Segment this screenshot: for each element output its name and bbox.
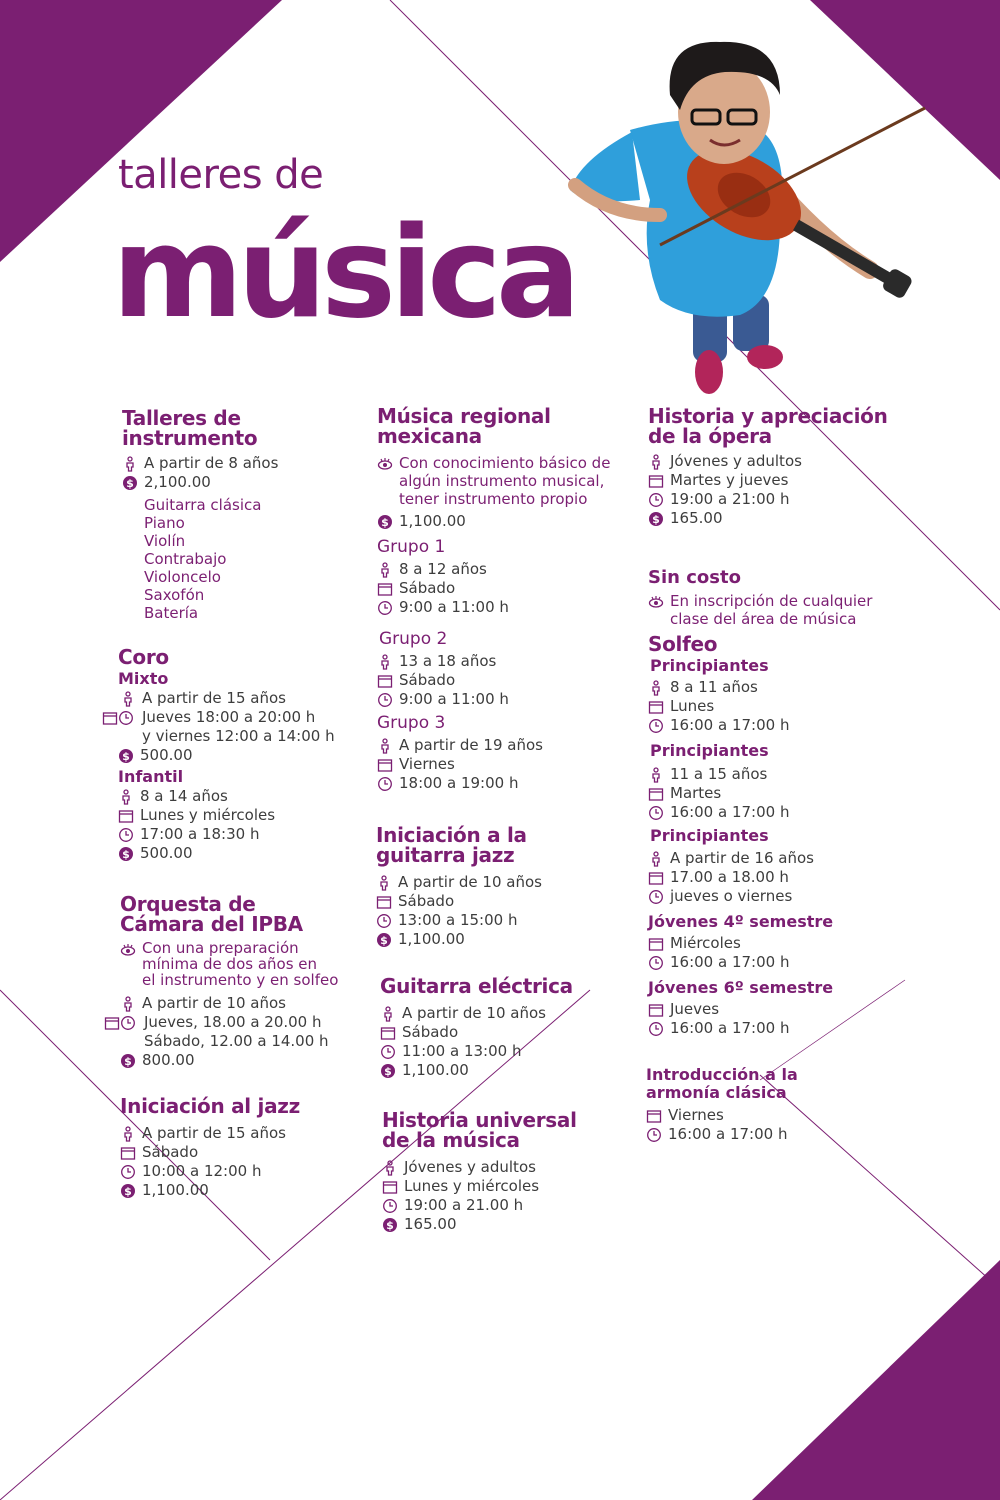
price-icon (120, 1053, 136, 1069)
person-icon (380, 1006, 396, 1022)
section-opera (648, 406, 888, 528)
price-icon (376, 932, 392, 948)
age-text: A partir de 15 años (142, 1124, 286, 1142)
svg-text:$: $ (380, 934, 388, 947)
title-small: talleres de (118, 152, 324, 198)
clock-icon (377, 692, 393, 708)
price-text: 500.00 (140, 844, 193, 862)
person-icon (382, 1160, 398, 1176)
section-solfeo (648, 634, 833, 1038)
age-text: A partir de 19 años (399, 736, 543, 754)
eye-icon (120, 942, 136, 958)
person-icon (118, 789, 134, 805)
section-iniciacion-jazz (120, 1096, 300, 1200)
clock-icon (118, 827, 134, 843)
group-title: Grupo 3 (377, 713, 446, 733)
clock-icon (648, 492, 664, 508)
section-title: Solfeo (648, 632, 718, 656)
requirement-text: En inscripción de cualquier clase del área de música (670, 592, 873, 628)
clock-icon (648, 805, 664, 821)
clock-icon (648, 889, 664, 905)
price-text: 1,100.00 (142, 1181, 209, 1199)
subsection-title: Principiantes (650, 741, 769, 760)
days-text: Sábado (399, 579, 456, 597)
subsection-title: Jóvenes 6º semestre (648, 978, 834, 997)
price-icon (120, 1183, 136, 1199)
calendar-icon (382, 1179, 398, 1195)
list-item: Violoncelo (144, 568, 221, 586)
eye-icon (648, 594, 664, 610)
time-text: 16:00 a 17:00 h (670, 953, 790, 971)
price-icon (118, 846, 134, 862)
section-title: Orquesta de Cámara del IPBA (120, 892, 303, 936)
time-text: 16:00 a 17:00 h (670, 1019, 790, 1037)
subsection-title: Jóvenes 4º semestre (648, 912, 834, 931)
price-icon (382, 1217, 398, 1233)
svg-text:$: $ (124, 1185, 132, 1198)
days-text: Sábado (398, 892, 455, 910)
age-text: 8 a 14 años (140, 787, 228, 805)
age-text: 8 a 12 años (399, 560, 487, 578)
svg-text:$: $ (381, 516, 389, 529)
time-text: 11:00 a 13:00 h (402, 1042, 522, 1060)
age-text: A partir de 15 años (142, 689, 286, 707)
calendar-icon (377, 757, 393, 773)
time-text: 16:00 a 17:00 h (668, 1125, 788, 1143)
age-text: Jóvenes y adultos (404, 1158, 536, 1176)
section-talleres-instrumento (122, 408, 278, 622)
subsection-title: Principiantes (650, 826, 769, 845)
days-text: Martes y jueves (670, 471, 789, 489)
price-icon (122, 475, 138, 491)
clock-icon (648, 1021, 664, 1037)
section-armonia (646, 1062, 798, 1144)
time-text: 10:00 a 12:00 h (142, 1162, 262, 1180)
days-text: Viernes (668, 1106, 724, 1124)
age-text: 8 a 11 años (670, 678, 758, 696)
age-text: A partir de 10 años (142, 994, 286, 1012)
calendar-icon (120, 1145, 136, 1161)
person-icon (120, 1126, 136, 1142)
price-text: 1,100.00 (399, 512, 466, 530)
subsection-title: Infantil (118, 767, 184, 786)
section-orquesta (120, 894, 338, 1070)
days-text: Martes (670, 784, 722, 802)
calendar-icon (118, 808, 134, 824)
svg-text:$: $ (122, 750, 130, 763)
price-icon (648, 511, 664, 527)
subsection-title: Mixto (118, 669, 169, 688)
section-title: Guitarra eléctrica (380, 974, 573, 998)
time-text: 19:00 a 21.00 h (404, 1196, 524, 1214)
price-text: 1,100.00 (402, 1061, 469, 1079)
days-text: Viernes (399, 755, 455, 773)
price-icon (118, 748, 134, 764)
group-title: Grupo 2 (379, 629, 448, 649)
calendar-icon (648, 699, 664, 715)
section-guitarra-electrica (380, 976, 573, 1080)
section-guitarra-jazz (376, 825, 542, 949)
section-title: Música regional mexicana (377, 404, 551, 448)
calendar-icon (648, 473, 664, 489)
svg-text:$: $ (126, 477, 134, 490)
section-title: Iniciación al jazz (120, 1094, 300, 1118)
list-item: Saxofón (144, 586, 205, 604)
person-icon (122, 456, 138, 472)
section-historia-universal (382, 1110, 577, 1234)
age-text: A partir de 10 años (398, 873, 542, 891)
person-icon (377, 738, 393, 754)
schedule-text: Jueves, 18.00 a 20.00 h Sábado, 12.00 a 14.00 h (144, 1013, 329, 1050)
clock-icon (382, 1198, 398, 1214)
time-text: 19:00 a 21:00 h (670, 490, 790, 508)
price-text: 500.00 (140, 746, 193, 764)
days-text: Lunes (670, 697, 715, 715)
age-text: A partir de 16 años (670, 849, 814, 867)
list-item: Violín (144, 532, 186, 550)
days-text: 17.00 a 18.00 h (670, 868, 789, 886)
clock-icon (648, 718, 664, 734)
person-icon (648, 767, 664, 783)
section-title: Talleres de instrumento (122, 406, 258, 450)
days-text: Sábado (142, 1143, 199, 1161)
age-text: A partir de 8 años (144, 454, 279, 472)
age-text: A partir de 10 años (402, 1004, 546, 1022)
requirement-text: Con una preparación mínima de dos años en el instrumento y en solfeo (142, 939, 339, 989)
calendar-icon (380, 1025, 396, 1041)
svg-text:$: $ (124, 1055, 132, 1068)
svg-text:$: $ (384, 1065, 392, 1078)
section-title: Historia y apreciación de la ópera (648, 404, 888, 448)
schedule-text: Jueves 18:00 a 20:00 h y viernes 12:00 a 14:00 h (142, 708, 335, 745)
clock-icon (648, 955, 664, 971)
calendar-clock-icon (102, 710, 136, 726)
section-title: Historia universal de la música (382, 1108, 577, 1152)
calendar-clock-icon (104, 1015, 138, 1031)
time-text: 18:00 a 19:00 h (399, 774, 519, 792)
svg-text:$: $ (652, 513, 660, 526)
age-text: 11 a 15 años (670, 765, 768, 783)
person-icon (648, 454, 664, 470)
person-icon (120, 691, 136, 707)
person-icon (648, 851, 664, 867)
section-title: Introducción a la armonía clásica (646, 1065, 798, 1102)
section-title: Coro (118, 645, 169, 669)
section-title: Sin costo (648, 567, 741, 588)
list-item: Batería (144, 604, 199, 622)
price-text: 165.00 (404, 1215, 457, 1233)
days-text: Jueves (670, 1000, 720, 1018)
list-item: Contrabajo (144, 550, 227, 568)
section-sin-costo (648, 564, 872, 628)
time-text: 9:00 a 11:00 h (399, 598, 509, 616)
price-text: 2,100.00 (144, 473, 211, 491)
time-text: jueves o viernes (670, 887, 793, 905)
list-item: Guitarra clásica (144, 496, 262, 514)
eye-icon (377, 456, 393, 472)
age-text: 13 a 18 años (399, 652, 497, 670)
clock-icon (380, 1044, 396, 1060)
person-icon (648, 680, 664, 696)
days-text: Sábado (399, 671, 456, 689)
days-text: Lunes y miércoles (140, 806, 276, 824)
time-text: 9:00 a 11:00 h (399, 690, 509, 708)
section-coro (118, 647, 335, 863)
svg-text:$: $ (122, 848, 130, 861)
calendar-icon (646, 1108, 662, 1124)
clock-icon (120, 1164, 136, 1180)
person-icon (376, 875, 392, 891)
title-big: música (112, 199, 575, 346)
person-icon (120, 996, 136, 1012)
calendar-icon (648, 870, 664, 886)
calendar-icon (648, 1002, 664, 1018)
svg-text:$: $ (386, 1219, 394, 1232)
price-text: 800.00 (142, 1051, 195, 1069)
requirement-text: Con conocimiento básico de algún instrumento musical, tener instrumento propio (399, 454, 611, 508)
price-text: 165.00 (670, 509, 723, 527)
section-musica-regional (377, 406, 610, 793)
calendar-icon (377, 673, 393, 689)
subsection-title: Principiantes (650, 656, 769, 675)
days-text: Miércoles (670, 934, 741, 952)
person-icon (377, 654, 393, 670)
time-text: 17:00 a 18:30 h (140, 825, 260, 843)
calendar-icon (377, 581, 393, 597)
days-text: Sábado (402, 1023, 459, 1041)
time-text: 13:00 a 15:00 h (398, 911, 518, 929)
price-text: 1,100.00 (398, 930, 465, 948)
clock-icon (377, 600, 393, 616)
price-icon (377, 514, 393, 530)
person-icon (377, 562, 393, 578)
calendar-icon (648, 786, 664, 802)
clock-icon (646, 1127, 662, 1143)
calendar-icon (376, 894, 392, 910)
list-item: Piano (144, 514, 185, 532)
clock-icon (376, 913, 392, 929)
instrument-list (122, 496, 278, 622)
group-title: Grupo 1 (377, 537, 446, 557)
age-text: Jóvenes y adultos (670, 452, 802, 470)
violinist-photo (560, 30, 960, 400)
time-text: 16:00 a 17:00 h (670, 803, 790, 821)
section-title: Iniciación a la guitarra jazz (376, 823, 527, 867)
price-icon (380, 1063, 396, 1079)
calendar-icon (648, 936, 664, 952)
days-text: Lunes y miércoles (404, 1177, 540, 1195)
clock-icon (377, 776, 393, 792)
time-text: 16:00 a 17:00 h (670, 716, 790, 734)
